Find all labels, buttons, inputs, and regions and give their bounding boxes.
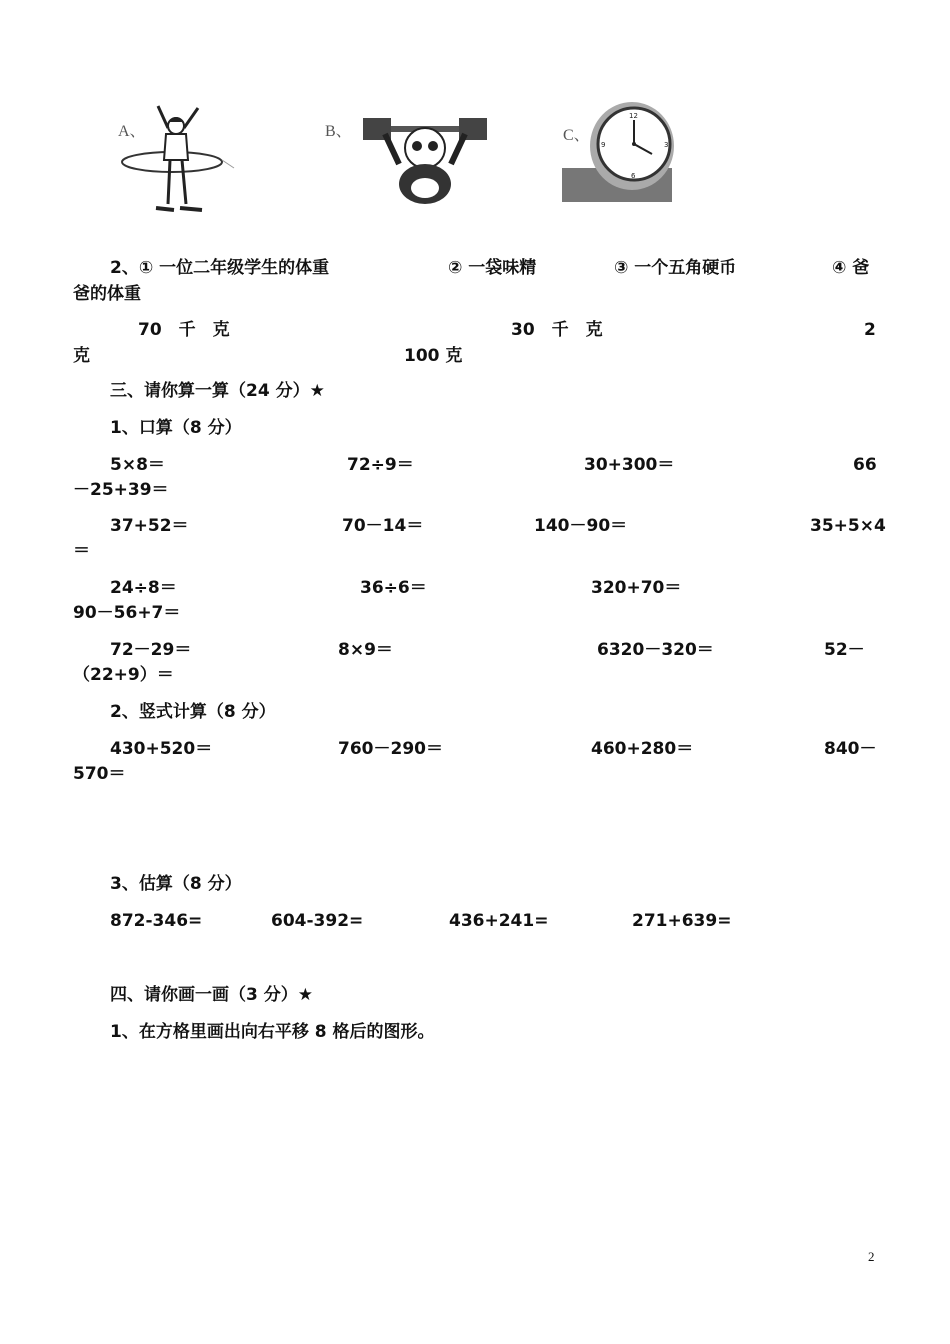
oral-calc-heading: 1、口算（8 分） (110, 418, 242, 438)
vertical-c1: 430+520＝ (110, 739, 213, 759)
svg-text:9: 9 (601, 141, 606, 149)
oral-r3-c1: 24÷8＝ (110, 578, 177, 598)
oral-r2-c3: 140－90＝ (534, 516, 628, 536)
oral-r3-c3: 320+70＝ (591, 578, 682, 598)
alarm-clock-image (560, 96, 690, 206)
q2-answer-c-wrap: 克 (73, 346, 90, 366)
q2-item-1: 2、① 一位二年级学生的体重 (110, 258, 330, 278)
q2-answer-a: 70 千 克 (138, 320, 230, 340)
estimate-item-1: 872-346= (110, 911, 203, 931)
oral-r4-c1: 72－29＝ (110, 640, 192, 660)
section-3-heading: 三、请你算一算（24 分）★ (110, 381, 325, 401)
oral-r4-c2: 8×9＝ (338, 640, 393, 660)
q2-answer-b: 30 千 克 (511, 320, 603, 340)
oral-r1-c3: 30+300＝ (584, 455, 675, 475)
picture-a-label: A、 (118, 123, 146, 140)
section-4-q1: 1、在方格里画出向右平移 8 格后的图形。 (110, 1022, 435, 1042)
estimate-item-3: 436+241= (449, 911, 549, 931)
oral-r2-c2: 70－14＝ (342, 516, 424, 536)
vertical-c3: 460+280＝ (591, 739, 694, 759)
oral-r4-c4: 52－ (824, 640, 865, 660)
panda-weightlifter-image (355, 104, 495, 214)
oral-r4-wrap: （22+9）＝ (73, 665, 174, 685)
picture-c-label: C、 (563, 127, 590, 144)
q2-answer-c: 2 (864, 320, 876, 340)
q2-item-3: ③ 一个五角硬币 (614, 258, 737, 278)
vertical-c4: 840－ (824, 739, 877, 759)
oral-r2-c1: 37+52＝ (110, 516, 189, 536)
oral-r3-c2: 36÷6＝ (360, 578, 427, 598)
oral-r1-c4: 66 (853, 455, 877, 475)
q2-answer-d: 100 克 (404, 346, 463, 366)
oral-r1-c1: 5×8＝ (110, 455, 165, 475)
oral-r2-wrap: ＝ (73, 541, 90, 561)
oral-r1-wrap: －25+39＝ (73, 480, 169, 500)
page-number: 2 (868, 1249, 875, 1264)
q2-item-2: ② 一袋味精 (448, 258, 537, 278)
estimate-item-4: 271+639= (632, 911, 732, 931)
picture-b-label: B、 (325, 123, 352, 140)
section-4-heading: 四、请你画一画（3 分）★ (110, 985, 313, 1005)
oral-r3-wrap: 90－56+7＝ (73, 603, 181, 623)
svg-text:12: 12 (629, 112, 638, 120)
vertical-wrap: 570＝ (73, 764, 126, 784)
q2-item-4-wrap: 爸的体重 (73, 284, 141, 304)
hula-hoop-girl-image (110, 98, 240, 218)
estimate-item-2: 604-392= (271, 911, 364, 931)
estimate-heading: 3、估算（8 分） (110, 874, 242, 894)
oral-r1-c2: 72÷9＝ (347, 455, 414, 475)
svg-text:3: 3 (664, 141, 669, 149)
vertical-c2: 760－290＝ (338, 739, 443, 759)
oral-r4-c3: 6320－320＝ (597, 640, 714, 660)
vertical-calc-heading: 2、竖式计算（8 分） (110, 702, 276, 722)
q2-item-4: ④ 爸 (832, 258, 870, 278)
svg-text:6: 6 (631, 172, 636, 180)
oral-r2-c4: 35+5×4 (810, 516, 886, 536)
